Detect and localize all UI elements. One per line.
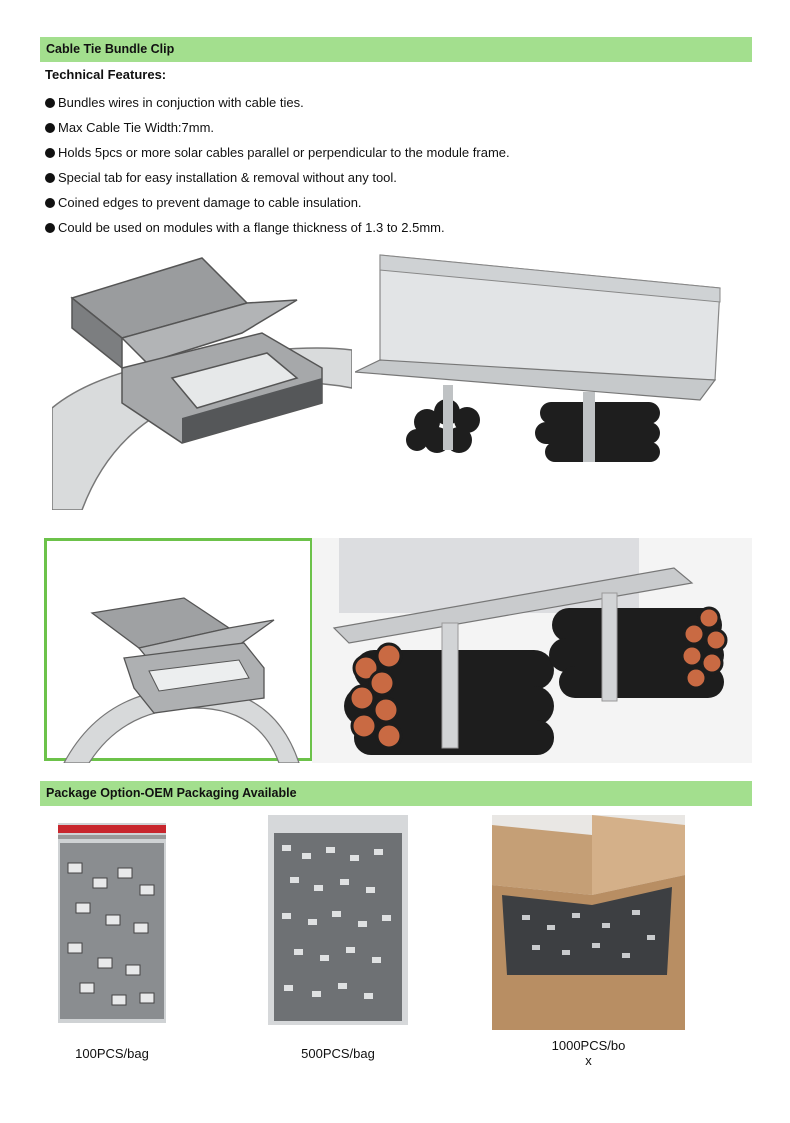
box-1000pcs-caption: 1000PCS/bo x [551, 1038, 626, 1068]
bag-100pcs-image [58, 823, 166, 1023]
rail-bundles-illustration [355, 250, 725, 465]
bullet-icon [45, 198, 55, 208]
package-header-bar [40, 781, 752, 806]
box-1000pcs-image [492, 815, 685, 1030]
list-item: Could be used on modules with a flange thickness of 1.3 to 2.5mm. [45, 215, 510, 240]
list-item: Coined edges to prevent damage to cable insulation. [45, 190, 510, 215]
bundle-detail-illustration [44, 538, 752, 763]
section-title: Cable Tie Bundle Clip [46, 42, 175, 56]
list-item: Holds 5pcs or more solar cables parallel or perpendicular to the module frame. [45, 140, 510, 165]
bullet-icon [45, 148, 55, 158]
list-item: Max Cable Tie Width:7mm. [45, 115, 510, 140]
list-item: Special tab for easy installation & removal without any tool. [45, 165, 510, 190]
bullet-icon [45, 98, 55, 108]
bullet-icon [45, 223, 55, 233]
bag-500pcs-image [268, 815, 408, 1025]
bag-500pcs-caption: 500PCS/bag [301, 1046, 375, 1061]
bullet-icon [45, 123, 55, 133]
features-list [45, 90, 510, 240]
package-title: Package Option-OEM Packaging Available [46, 786, 297, 800]
bullet-icon [45, 173, 55, 183]
section-header-bar [40, 37, 752, 62]
clip-closeup-illustration [52, 238, 352, 510]
list-item: Bundles wires in conjuction with cable ties. [45, 90, 510, 115]
bag-100pcs-caption: 100PCS/bag [75, 1046, 149, 1061]
features-title: Technical Features: [45, 67, 167, 82]
